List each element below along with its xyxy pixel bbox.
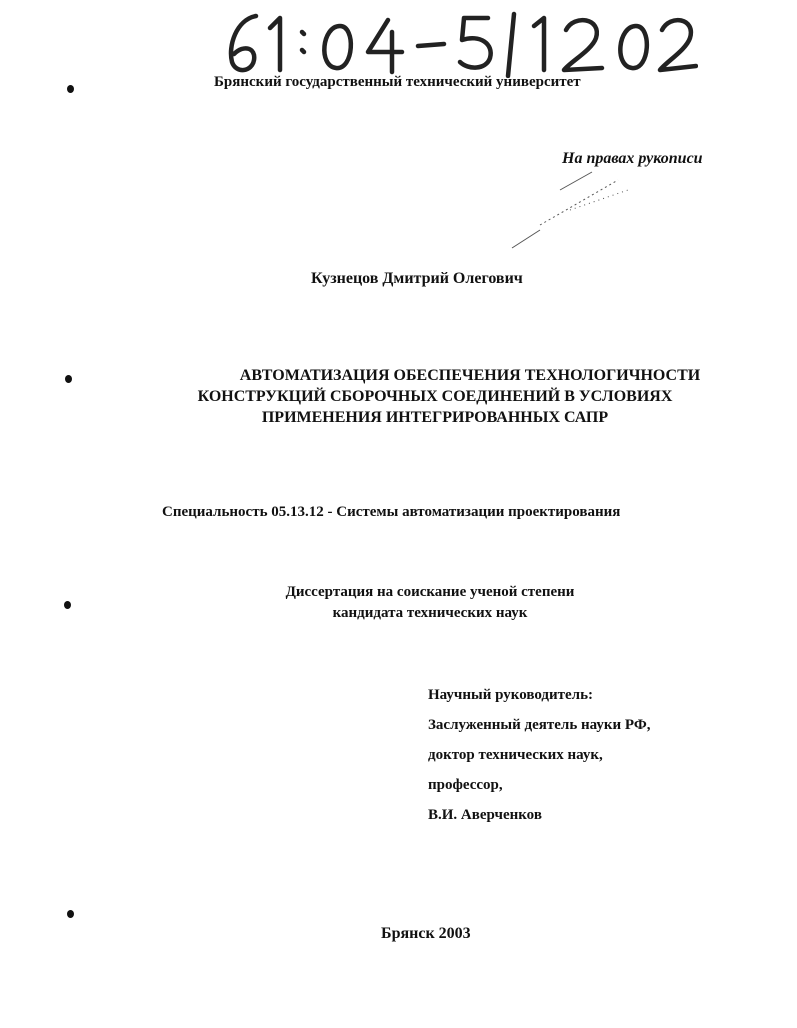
- advisor-line: Научный руководитель:: [428, 687, 593, 703]
- degree-statement: [230, 582, 630, 624]
- advisor-line: Заслуженный деятель науки РФ,: [428, 717, 651, 733]
- margin-dot: [65, 375, 72, 383]
- title-line: АВТОМАТИЗАЦИЯ ОБЕСПЕЧЕНИЯ ТЕХНОЛОГИЧНОСТИ: [239, 367, 701, 384]
- degree-line: Диссертация на соискание ученой степени: [285, 584, 575, 600]
- handwritten-archive-number: [218, 6, 698, 78]
- pencil-marks: [500, 170, 630, 260]
- advisor-block: [428, 680, 650, 830]
- advisor-line: доктор технических наук,: [428, 747, 603, 763]
- dissertation-title: [130, 365, 740, 428]
- author-name: Кузнецов Дмитрий Олегович: [311, 270, 523, 287]
- advisor-name: В.И. Аверченков: [428, 807, 542, 823]
- specialty-line: Специальность 05.13.12 - Системы автоматизации проектирования: [162, 504, 621, 520]
- city-year: Брянск 2003: [381, 925, 471, 942]
- title-line: ПРИМЕНЕНИЯ ИНТЕГРИРОВАННЫХ САПР: [261, 409, 609, 426]
- margin-dot: [67, 85, 74, 93]
- title-line: КОНСТРУКЦИЙ СБОРОЧНЫХ СОЕДИНЕНИЙ В УСЛОВИЯХ: [197, 388, 673, 405]
- manuscript-note: На правах рукописи: [562, 150, 703, 167]
- margin-dot: [67, 910, 74, 918]
- degree-line: кандидата технических наук: [332, 605, 528, 621]
- margin-dot: [64, 601, 71, 609]
- advisor-line: профессор,: [428, 777, 503, 793]
- university-name: Брянский государственный технический университет: [214, 74, 581, 90]
